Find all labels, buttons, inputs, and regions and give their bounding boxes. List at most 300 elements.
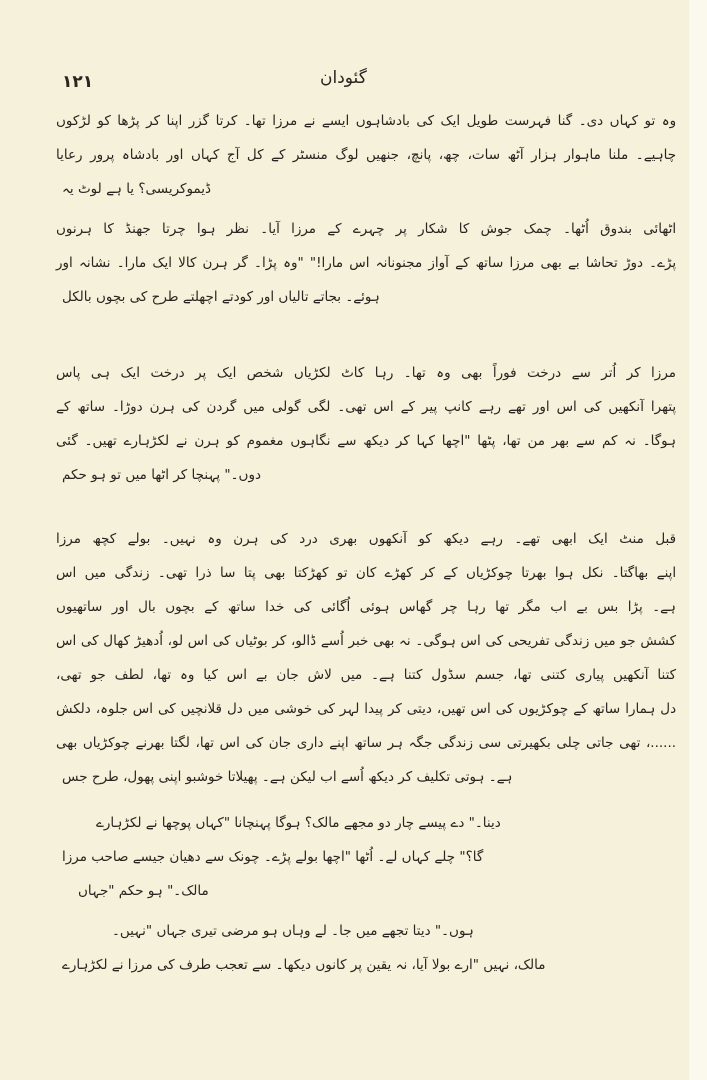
word: چوکڑیوں [518, 701, 569, 717]
word: تحاشا [585, 255, 618, 271]
word: پیاری [575, 667, 605, 683]
word: تھیں۔ [84, 433, 117, 449]
word: میں [247, 701, 270, 717]
word: شکار [418, 221, 448, 237]
running-title: گئودان [320, 68, 367, 88]
word: اس [226, 667, 247, 683]
word: دو [378, 815, 391, 831]
word: نہ [399, 633, 411, 649]
word: کتنا [403, 667, 423, 683]
word: طرح [151, 289, 179, 305]
word: پتھرا [650, 399, 677, 415]
word: پڑا [627, 599, 643, 615]
word: کانوں [315, 957, 347, 973]
word: لوگ [335, 147, 359, 163]
word: بجاتے [312, 289, 342, 305]
word: ہوئی [359, 599, 390, 615]
word: ہوا [554, 565, 574, 581]
word: کے [204, 599, 219, 615]
word: وہ [436, 365, 451, 381]
word: سے [252, 957, 272, 973]
word: صاحب [91, 849, 129, 865]
word: ڈالو، [290, 633, 317, 649]
word: ہمارا [625, 701, 656, 717]
word: ہے۔ [371, 667, 395, 683]
word: میں [243, 399, 265, 415]
word: بادشاہ [121, 147, 160, 163]
word: لگتا [170, 735, 190, 751]
word: بھری [329, 531, 358, 547]
word: اُدھیڑ [134, 633, 163, 649]
word: آنکھوں [368, 531, 407, 547]
word: ہوگا [275, 815, 301, 831]
word: ساتھیوں [56, 599, 103, 615]
word: میں [125, 467, 147, 483]
word: ہرنوں [56, 221, 93, 237]
word: مرزا [291, 221, 317, 237]
word: مرزا [56, 531, 81, 547]
word: من [527, 433, 545, 449]
word: آیا، [411, 957, 428, 973]
word: "کہاں [195, 815, 231, 831]
word: مارا۔ [116, 255, 147, 271]
word: دوڑا۔ [111, 399, 143, 415]
word: اپنا [166, 113, 183, 129]
word: کے [443, 565, 458, 581]
word: میں [594, 633, 616, 649]
word: ہوگا۔ [642, 433, 677, 449]
word: پیر [421, 399, 438, 415]
word: گزر [188, 113, 210, 129]
word: تھی، [56, 667, 82, 683]
text-line [56, 556, 676, 590]
word: تھے [507, 399, 526, 415]
word: ہوتی [454, 769, 485, 785]
word: پرور [90, 147, 115, 163]
word: نہ [624, 433, 636, 449]
word: سے [337, 433, 357, 449]
word: کتنی [540, 667, 567, 683]
word: پھیلاتا [227, 769, 258, 785]
word: بولے [295, 849, 319, 865]
word: گا؟" [459, 849, 484, 865]
word: کم [602, 433, 618, 449]
word: جگہ [408, 735, 433, 751]
word: دوڑ [623, 255, 643, 271]
text-line [56, 172, 676, 206]
word: درخت [527, 365, 562, 381]
word: طویل [466, 113, 499, 129]
word: درخت [150, 365, 185, 381]
text-line [56, 390, 676, 424]
word: ایسے [321, 113, 350, 129]
word: لہر [339, 701, 360, 717]
word: ہرن [149, 399, 175, 415]
word: پڑے۔ [649, 255, 677, 271]
word: خوشی [274, 701, 313, 717]
word: سے [204, 849, 225, 865]
word: پڑا۔ [254, 255, 277, 271]
word: بھاگتا۔ [611, 565, 649, 581]
word: کر [173, 467, 188, 483]
word: نکل [581, 565, 604, 581]
word: تو [644, 113, 656, 129]
word: تھا، [502, 433, 521, 449]
word: بچوں [165, 599, 195, 615]
word: چر [441, 599, 458, 615]
word: میں [340, 667, 363, 683]
word: کی [212, 633, 231, 649]
word: تالیاں [278, 289, 309, 305]
word: تو [110, 467, 122, 483]
word: اُگائی [320, 599, 351, 615]
word: کاٹ [341, 365, 365, 381]
word: دے [450, 815, 465, 831]
word: اُسے [340, 769, 364, 785]
word: کی [245, 735, 264, 751]
word: تعجب [215, 957, 248, 973]
word: لکڑہارے [123, 433, 170, 449]
text-line [56, 624, 676, 658]
word: چوکڑیاں [82, 735, 130, 751]
word: ہرن [194, 433, 220, 449]
text-line [56, 726, 676, 760]
word: بکھیرتی [506, 735, 551, 751]
word: نہ [395, 957, 408, 973]
word: اس [56, 565, 77, 581]
word: مالک؟ [304, 815, 340, 831]
word: پر [395, 221, 407, 237]
word: آج [226, 147, 240, 163]
word: دی۔ [578, 113, 604, 129]
word: ساتھ [354, 735, 383, 751]
word: تھا، [152, 667, 172, 683]
word: ڈیموکریسی؟ [138, 181, 212, 197]
word: اٹھائی [643, 221, 677, 237]
word: جوش [480, 221, 513, 237]
word: کے [400, 399, 415, 415]
word: اور [111, 599, 129, 615]
word: نے [303, 113, 316, 129]
word: اُتر [601, 365, 617, 381]
word: کہاں [190, 147, 220, 163]
text-line [56, 246, 676, 280]
word: کی [270, 531, 288, 547]
word: کر [272, 633, 287, 649]
word: کچھ [92, 531, 117, 547]
word: نے [175, 433, 188, 449]
word: ہوا [196, 221, 216, 237]
word: کانپ [444, 399, 472, 415]
word: زندگی [554, 633, 590, 649]
word: یقین [366, 957, 392, 973]
word: نشانہ [78, 255, 111, 271]
word: جلوہ، [95, 701, 128, 717]
word: "ارے [454, 957, 479, 973]
word: کی [317, 701, 335, 717]
word: دل [226, 701, 243, 717]
word: اپنے [329, 735, 349, 751]
word: کر [395, 433, 410, 449]
word: گئی [56, 433, 78, 449]
word: ایک [152, 255, 172, 271]
word: چھ، [438, 147, 461, 163]
word: جا۔ [331, 923, 352, 939]
word: لکڑہارے [96, 815, 142, 831]
word: بولا [431, 957, 451, 973]
word: دل [660, 701, 677, 717]
word: کھڑکتا [293, 565, 329, 581]
word: مالک، [513, 957, 546, 973]
word: کی [583, 399, 602, 415]
word: لطف [114, 667, 144, 683]
word: منسٹر [292, 147, 328, 163]
word: کہاں [609, 113, 639, 129]
word: نہیں۔ [161, 531, 196, 547]
word: قبل [655, 531, 677, 547]
word: لے۔ [377, 849, 398, 865]
word: کو [226, 433, 240, 449]
word: جو [90, 667, 106, 683]
word: لکڑیاں [293, 365, 331, 381]
text-line [56, 914, 676, 948]
word: اس [460, 633, 481, 649]
word: فوراً [492, 365, 517, 381]
word: پڑے۔ [263, 849, 291, 865]
word: اس [556, 399, 577, 415]
word: کے [455, 255, 470, 271]
word: بھی [264, 565, 286, 581]
word: اُسے [320, 633, 344, 649]
word: فہرست [504, 113, 552, 129]
word: ایک [120, 365, 141, 381]
word: گنا [557, 113, 573, 129]
word: ہزار [531, 147, 557, 163]
word: اُٹھا۔ [563, 221, 589, 237]
word: تو [336, 565, 348, 581]
word: دھیان [169, 849, 201, 865]
word: تھی۔ [337, 399, 367, 415]
word: جان [268, 735, 292, 751]
word: رہے [480, 531, 503, 547]
word: پہنچا [191, 467, 221, 483]
word: ذرا [195, 565, 212, 581]
text-line [56, 948, 676, 982]
word: بے [567, 255, 580, 271]
word: کے [327, 221, 342, 237]
word: پوچھا [161, 815, 192, 831]
word: دیکھا۔ [275, 957, 312, 973]
word: چلی [556, 735, 581, 751]
word: تجھے [381, 923, 409, 939]
word: جھنڈ [125, 221, 151, 237]
word: اس [132, 701, 154, 717]
word: سا [220, 565, 236, 581]
word: کتنا [657, 667, 677, 683]
word: ماہوار [564, 147, 601, 163]
word: جان [276, 667, 299, 683]
word: پانچ، [406, 147, 432, 163]
text-line [56, 692, 676, 726]
word: ہرن [202, 255, 228, 271]
word: وہ [207, 531, 222, 547]
word: ساتھ [475, 255, 504, 271]
word: ہو [147, 883, 163, 899]
text-line [56, 356, 676, 390]
text-line [56, 212, 676, 246]
word: ہے۔ [261, 769, 286, 785]
word: پتا [243, 565, 256, 581]
word: کر [398, 769, 413, 785]
word: اور [257, 289, 275, 305]
text-line [56, 874, 676, 908]
word: تھے۔ [514, 531, 541, 547]
word: نے [145, 815, 158, 831]
word: اور [532, 399, 550, 415]
word: بھی [373, 633, 395, 649]
word: خبر [348, 633, 369, 649]
word: چوکڑیاں [465, 565, 513, 581]
word: بھی [56, 735, 78, 751]
word: میں [84, 565, 107, 581]
word: کی [157, 957, 175, 973]
word: بھی [540, 255, 562, 271]
word: چاہیے۔ [635, 147, 677, 163]
word: گولی [271, 399, 301, 415]
word: بھرتا [521, 565, 547, 581]
word: کالا [178, 255, 197, 271]
word: مرزا [651, 365, 676, 381]
word: ہوگی۔ [415, 633, 456, 649]
word: پر [195, 365, 207, 381]
word: منٹ [619, 531, 644, 547]
word: کرتا [215, 113, 238, 129]
word: ہرن [233, 531, 259, 547]
word: وہ [179, 667, 195, 683]
text-line [56, 760, 676, 794]
word: مارا!" [309, 255, 344, 271]
word: ہے [106, 181, 122, 197]
word: تفریحی [507, 633, 550, 649]
word: گھاس [399, 599, 433, 615]
word: تیری [191, 923, 217, 939]
word: سی [478, 735, 502, 751]
word: اور [56, 255, 73, 271]
word: مجھے [343, 815, 374, 831]
word: زندگی [114, 565, 150, 581]
text-line [56, 458, 676, 492]
word: ایک [216, 365, 237, 381]
word: کان [355, 565, 377, 581]
word: نہیں [483, 957, 510, 973]
word: تھیں، [436, 701, 466, 717]
word: "جہاں [78, 883, 115, 899]
word: رہا [467, 599, 486, 615]
word: "اچھا [322, 849, 351, 865]
word: پاس [56, 365, 81, 381]
word: رعایا [56, 147, 83, 163]
word: کہاں [401, 849, 431, 865]
word: پیسے [418, 815, 447, 831]
word: لڑکوں [56, 113, 91, 129]
word: اب [550, 599, 567, 615]
word: لکڑہارے [62, 957, 108, 973]
text-line [56, 138, 676, 172]
word: اُٹھا [355, 849, 374, 865]
word: تھا، [513, 667, 532, 683]
word: بھر [551, 433, 570, 449]
word: کی [485, 633, 504, 649]
text-line [56, 590, 676, 624]
text-line [56, 424, 676, 458]
word: گر [233, 255, 248, 271]
word: کل [246, 147, 264, 163]
word: کھال [103, 633, 130, 649]
text-line [56, 104, 676, 138]
word: نظر [226, 221, 250, 237]
word: ایک [588, 531, 608, 547]
word: لو، [167, 633, 184, 649]
word: "اچھا [441, 433, 471, 449]
word: ہے۔ [488, 769, 513, 785]
word: داری [296, 735, 324, 751]
word: تھی [619, 735, 641, 751]
word: کشش [640, 633, 677, 649]
word: سڈول [431, 667, 467, 683]
word: کھڑے [384, 565, 413, 581]
word: مگر [518, 599, 541, 615]
word: ہوئے۔ [345, 289, 380, 305]
word: کے [271, 147, 286, 163]
word: گردن [206, 399, 237, 415]
word: طرح [91, 769, 119, 785]
word: کی [80, 633, 99, 649]
word: جنھیں [366, 147, 400, 163]
word: جاتی [586, 735, 614, 751]
word: ساتھ [77, 399, 106, 415]
word: یا [126, 181, 135, 197]
word: بس [597, 599, 619, 615]
word: مرزا [272, 113, 298, 129]
word: بولے [127, 531, 151, 547]
word: اپنی [158, 769, 182, 785]
word: کے [56, 399, 71, 415]
word: کر [387, 701, 402, 717]
word: پر [350, 957, 363, 973]
word: چار [395, 815, 415, 831]
word: جہاں [156, 923, 187, 939]
word: مالک۔" [167, 883, 209, 899]
page-header [0, 68, 689, 98]
word: تھا [495, 599, 510, 615]
word: کی [158, 701, 176, 717]
word: بھی [461, 365, 483, 381]
word: پڑھا [117, 113, 140, 129]
word: کو [97, 113, 111, 129]
word: چہرے [352, 221, 385, 237]
text-line [56, 806, 676, 840]
word: قلانچیں [180, 701, 222, 717]
word: میں [355, 923, 378, 939]
word: کے [573, 701, 588, 717]
word: ہوں۔" [434, 923, 474, 939]
word: اس [187, 633, 209, 649]
word: مرضی [221, 923, 259, 939]
word: اس [470, 701, 491, 717]
word: پہنچانا [234, 815, 271, 831]
word: دیتا [412, 923, 431, 939]
word: ساتھ [592, 701, 621, 717]
